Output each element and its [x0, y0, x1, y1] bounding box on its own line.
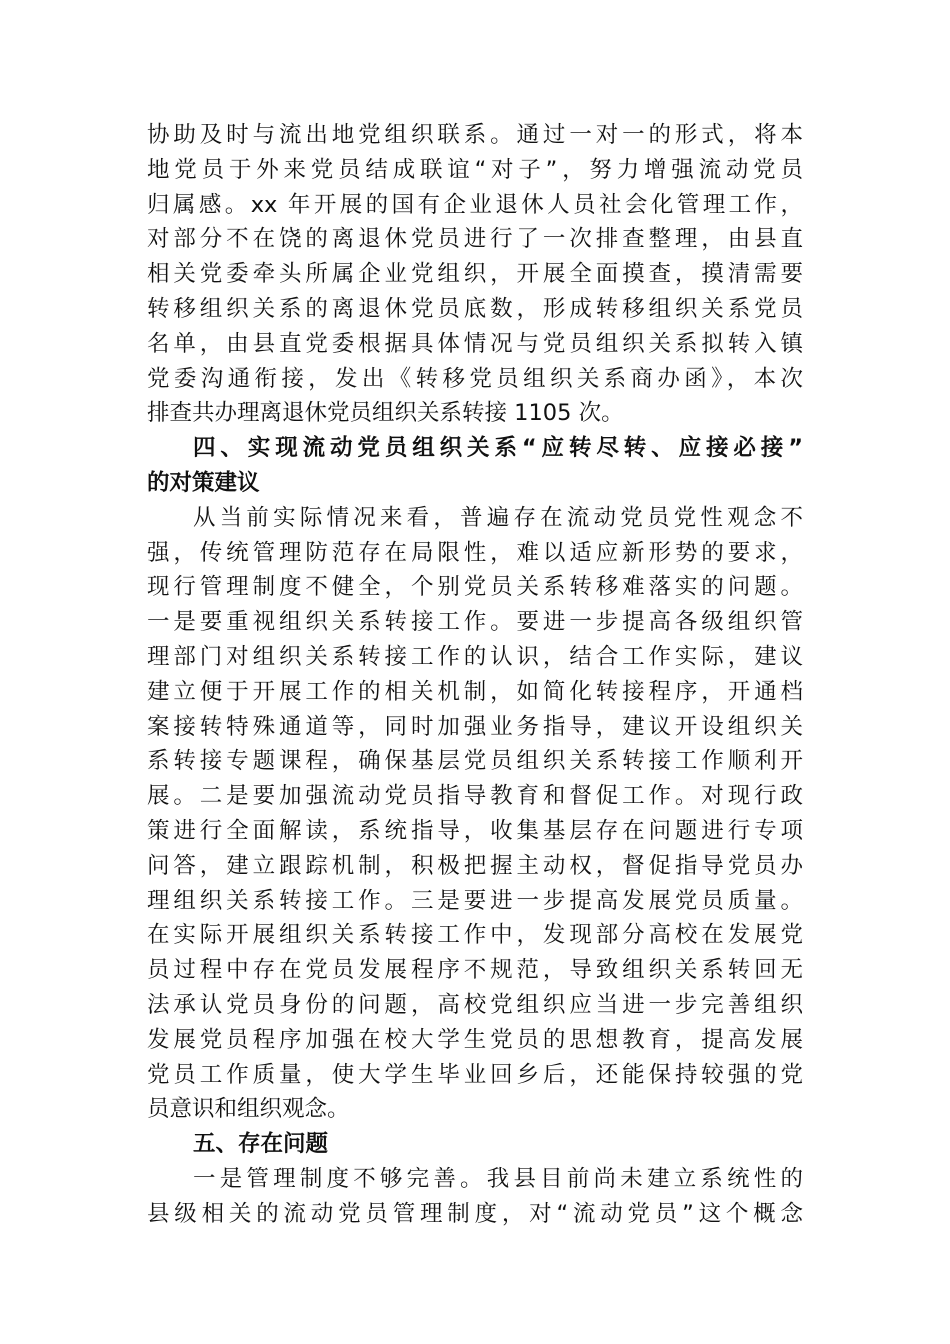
document-body: [147, 118, 803, 1232]
paragraph-line: 强，传统管理防范存在局限性，难以适应新形势的要求，: [147, 539, 803, 566]
section-heading-continuation: 的对策建议: [147, 469, 260, 496]
paragraph-line: 转移组织关系的离退休党员底数，形成转移组织关系党员: [147, 295, 803, 322]
paragraph-line: 在实际开展组织关系转接工作中，发现部分高校在发展党: [147, 922, 803, 949]
paragraph-line: 归属感。xx 年开展的国有企业退休人员社会化管理工作，: [147, 191, 803, 218]
paragraph-line: 对部分不在饶的离退休党员进行了一次排查整理，由县直: [147, 226, 803, 253]
paragraph-line: 一是要重视组织关系转接工作。要进一步提高各级组织管: [147, 609, 803, 636]
section-heading: 五、存在问题: [193, 1131, 329, 1158]
paragraph-line: 名单，由县直党委根据具体情况与党员组织关系拟转入镇: [147, 330, 803, 357]
paragraph-line: 排查共办理离退休党员组织关系转接 1105 次。: [147, 400, 624, 427]
paragraph-line: 现行管理制度不健全，个别党员关系转移难落实的问题。: [147, 574, 803, 601]
paragraph-line: 理组织关系转接工作。三是要进一步提高发展党员质量。: [147, 887, 803, 914]
paragraph-line: 员过程中存在党员发展程序不规范，导致组织关系转回无: [147, 957, 803, 984]
paragraph-line: 党员工作质量，使大学生毕业回乡后，还能保持较强的党: [147, 1061, 803, 1088]
paragraph-line: 系转接专题课程，确保基层党员组织关系转接工作顺利开: [147, 748, 803, 775]
paragraph-line: 发展党员程序加强在校大学生党员的思想教育，提高发展: [147, 1026, 803, 1053]
paragraph-line: 协助及时与流出地党组织联系。通过一对一的形式，将本: [147, 122, 803, 148]
paragraph-line: 问答，建立跟踪机制，积极把握主动权，督促指导党员办: [147, 852, 803, 879]
paragraph-line: 案接转特殊通道等，同时加强业务指导，建议开设组织关: [147, 713, 803, 740]
paragraph-line: 县级相关的流动党员管理制度，对“流动党员”这个概念: [147, 1200, 803, 1227]
paragraph-line: 员意识和组织观念。: [147, 1096, 350, 1123]
paragraph-line: 地党员于外来党员结成联谊“对子”，努力增强流动党员: [147, 156, 803, 183]
paragraph-line: 理部门对组织关系转接工作的认识，结合工作实际，建议: [147, 643, 803, 670]
section-heading: 四、实现流动党员组织关系“应转尽转、应接必接”: [193, 435, 803, 462]
paragraph-line: 展。二是要加强流动党员指导教育和督促工作。对现行政: [147, 783, 803, 810]
paragraph-line: 策进行全面解读，系统指导，收集基层存在问题进行专项: [147, 817, 803, 844]
paragraph-line: 法承认党员身份的问题，高校党组织应当进一步完善组织: [147, 991, 803, 1018]
paragraph-line: 从当前实际情况来看，普遍存在流动党员党性观念不: [193, 504, 803, 531]
paragraph-line: 一是管理制度不够完善。我县目前尚未建立系统性的: [193, 1165, 803, 1192]
paragraph-line: 建立便于开展工作的相关机制，如简化转接程序，开通档: [147, 678, 803, 705]
paragraph-line: 党委沟通衔接，发出《转移党员组织关系商办函》，本次: [147, 365, 803, 392]
paragraph-line: 相关党委牵头所属企业党组织，开展全面摸查，摸清需要: [147, 261, 803, 288]
